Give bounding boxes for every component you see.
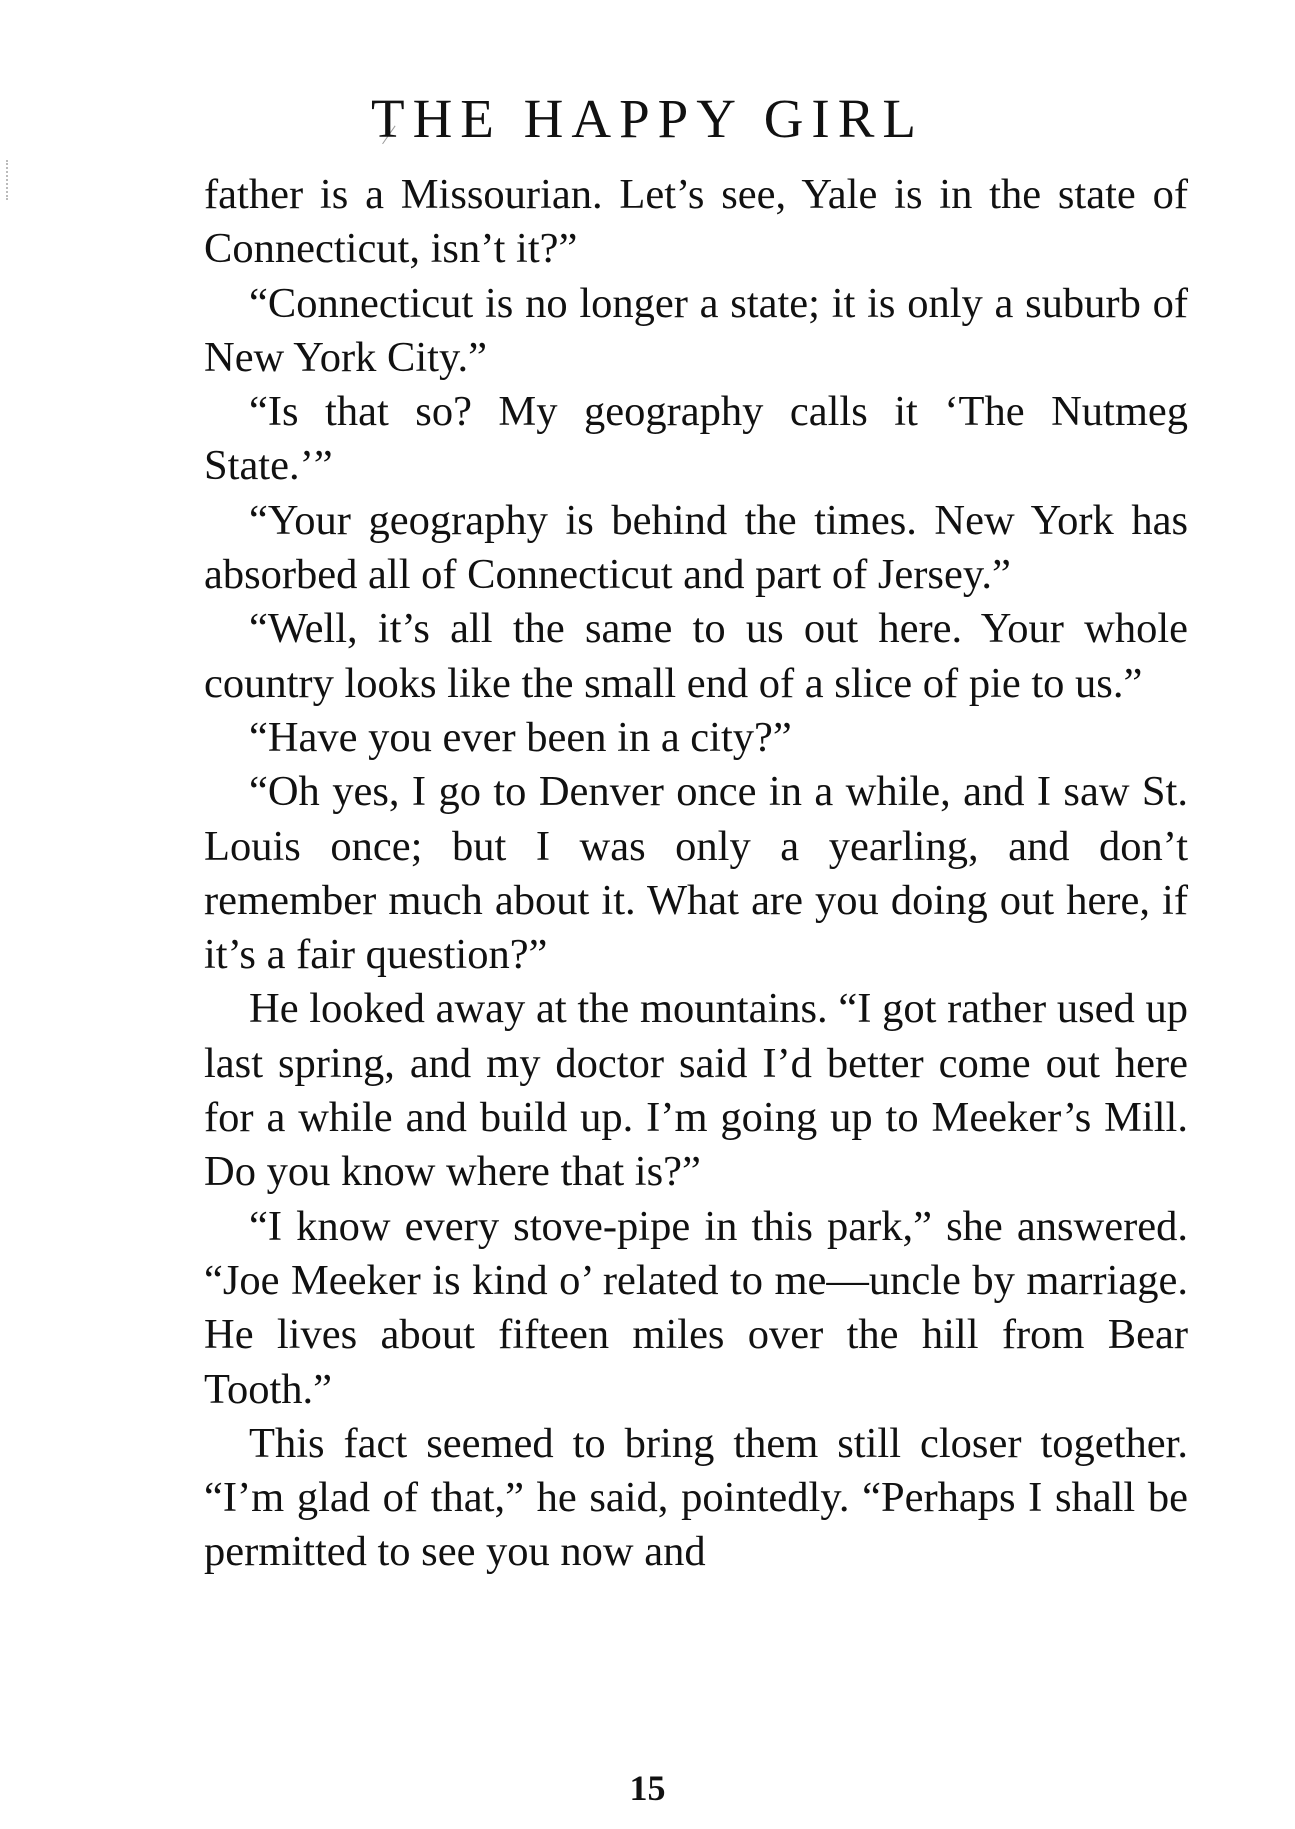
paragraph: “Your geography is behind the times. New York has absorbed all of Connecticut and part of Jersey.” bbox=[204, 496, 1188, 599]
running-head: THE HAPPY GIRL bbox=[370, 88, 925, 149]
paragraph: This fact seemed to bring them still closer together. “I’m glad of that,” he said, pointedly. “Perhaps I shall be permitted to see you now and bbox=[204, 1419, 1188, 1576]
paragraph: “I know every stove-pipe in this park,” she answered. “Joe Meeker is kind o’ related to me—uncle by marriage. He lives about fifteen miles over the hill from Bear Tooth.” bbox=[204, 1202, 1188, 1413]
page-number: 15 bbox=[629, 1768, 666, 1808]
paragraph: “Connecticut is no longer a state; it is only a suburb of New York City.” bbox=[204, 279, 1188, 381]
paragraph: father is a Missourian. Let’s see, Yale is in the state of Connecticut, isn’t it?” bbox=[204, 171, 1188, 273]
paragraph: “Is that so? My geography calls it ‘The Nutmeg State.’” bbox=[204, 388, 1188, 490]
paragraph: “Oh yes, I go to Denver once in a while, and I saw St. Louis once; but I was only a yearling, and don’t remember much about it. What are you doing out here, if it’s a fair question?” bbox=[204, 768, 1188, 979]
body-text bbox=[204, 168, 1188, 1580]
paragraph: “Have you ever been in a city?” bbox=[249, 713, 792, 761]
paragraph: He looked away at the mountains. “I got rather used up last spring, and my doctor said I’d better come out here for a while and build up. I’m going up to Meeker’s Mill. Do you know where that is?” bbox=[204, 985, 1188, 1196]
paragraph: “Well, it’s all the same to us out here. Your whole country looks like the small end of a slice of pie to us.” bbox=[204, 605, 1188, 707]
margin-mark bbox=[6, 160, 10, 200]
